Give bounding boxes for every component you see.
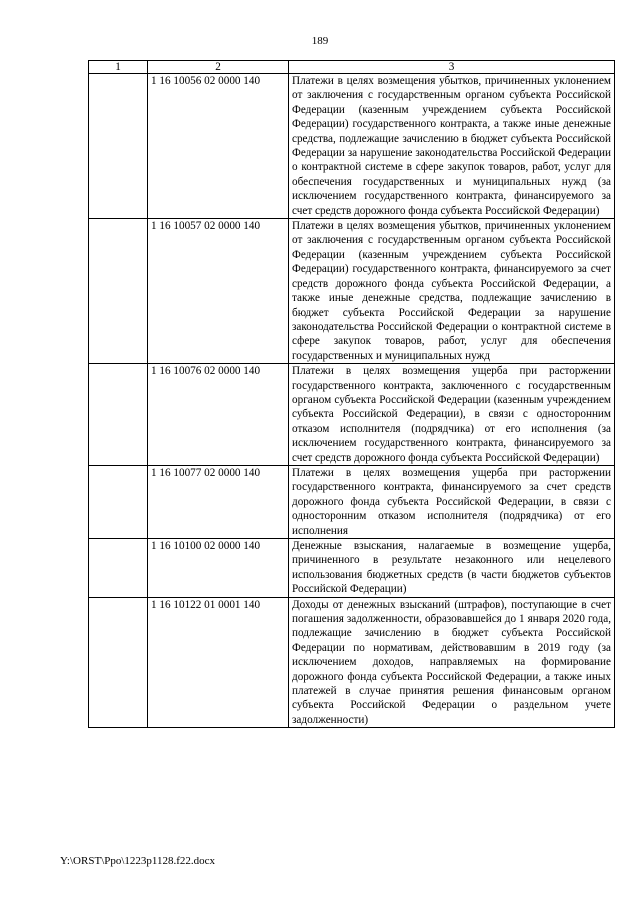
table-row — [89, 465, 615, 538]
table-header-row — [89, 61, 615, 74]
header-col-2: 2 — [148, 61, 289, 74]
page-number: 189 — [311, 35, 329, 47]
table-row — [89, 74, 615, 219]
header-col-3: 3 — [289, 61, 615, 74]
row-col-1-empty — [89, 364, 148, 466]
document-file-path: Y:\ORST\Ppo\1223p1128.f22.docx — [60, 855, 216, 867]
row-code: 1 16 10122 01 0001 140 — [148, 597, 289, 728]
row-col-1-empty — [89, 539, 148, 598]
row-description: Платежи в целях возмещения убытков, причиненных уклонением от заключения с государственным органом субъекта Российской Федерации (казенным учреждением субъекта Российской Федерации) государственного контракта, финансируемого за счет средств дорожного фонда субъекта Российской Федерации, а также иные денежные средства, подлежащие зачислению в бюджет субъекта Российской Федерации за нарушение законодательства Российской Федерации о контрактной системе в сфере закупок товаров, работ, услуг для обеспечения государственных и муниципальных нужд — [289, 219, 615, 364]
row-col-1-empty — [89, 74, 148, 219]
table-row — [89, 219, 615, 364]
row-col-1-empty — [89, 465, 148, 538]
row-code: 1 16 10077 02 0000 140 — [148, 465, 289, 538]
revenue-codes-table — [88, 60, 615, 728]
row-code: 1 16 10057 02 0000 140 — [148, 219, 289, 364]
row-col-1-empty — [89, 597, 148, 728]
row-description: Платежи в целях возмещения ущерба при расторжении государственного контракта, финансируемого за счет средств дорожного фонда субъекта Российской Федерации, в связи с односторонним отказом исполнителя (подрядчика) от его исполнения — [289, 465, 615, 538]
row-col-1-empty — [89, 219, 148, 364]
row-code: 1 16 10076 02 0000 140 — [148, 364, 289, 466]
row-description: Денежные взыскания, налагаемые в возмещение ущерба, причиненного в результате незаконного или нецелевого использования бюджетных средств (в части бюджетов субъектов Российской Федерации) — [289, 539, 615, 598]
row-code: 1 16 10100 02 0000 140 — [148, 539, 289, 598]
table-row — [89, 364, 615, 466]
row-code: 1 16 10056 02 0000 140 — [148, 74, 289, 219]
table-row — [89, 597, 615, 728]
row-description: Платежи в целях возмещения убытков, причиненных уклонением от заключения с государственным органом субъекта Российской Федерации (казенным учреждением субъекта Российской Федерации) государственного контракта, а также иные денежные средства, подлежащие зачислению в бюджет субъекта Российской Федерации за нарушение законодательства Российской Федерации о контрактной системе в сфере закупок товаров, работ, услуг для обеспечения государственных и муниципальных нужд (за исключением государственного контракта, финансируемого за счет средств дорожного фонда субъекта Российской Федерации) — [289, 74, 615, 219]
header-col-1: 1 — [89, 61, 148, 74]
table-row — [89, 539, 615, 598]
row-description: Доходы от денежных взысканий (штрафов), поступающие в счет погашения задолженности, образовавшейся до 1 января 2020 года, подлежащие зачислению в бюджет субъекта Российской Федерации по нормативам, действовавшим в 2019 году (за исключением доходов, направляемых на формирование дорожного фонда субъекта Российской Федерации, а также иных платежей в случае принятия решения финансовым органом субъекта Российской Федерации о раздельном учете задолженности) — [289, 597, 615, 728]
row-description: Платежи в целях возмещения ущерба при расторжении государственного контракта, заключенного с государственным органом субъекта Российской Федерации (казенным учреждением субъекта Российской Федерации), в связи с односторонним отказом исполнителя (подрядчика) от его исполнения (за исключением государственного контракта, финансируемого за счет средств дорожного фонда субъекта Российской Федерации) — [289, 364, 615, 466]
